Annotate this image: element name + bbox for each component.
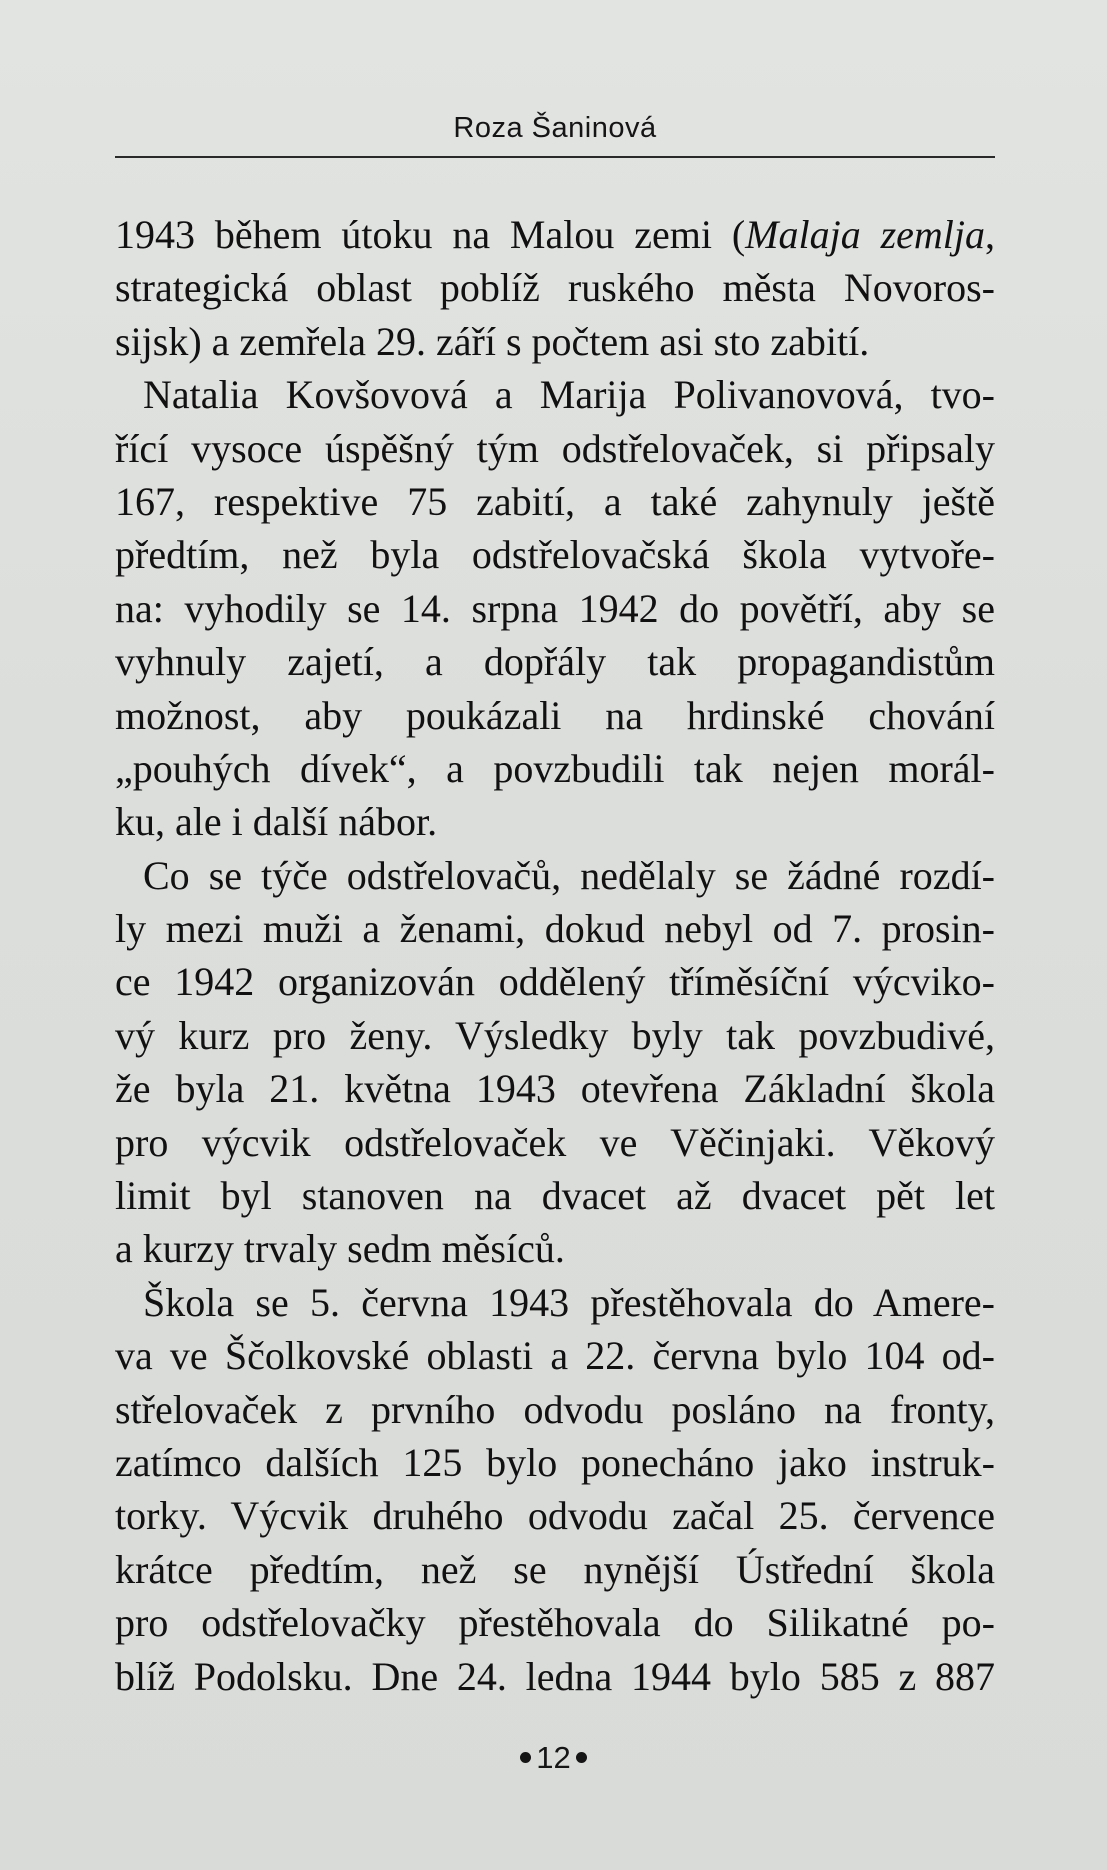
text-line: vyhnuly zajetí, a dopřály tak propagandistům [115, 639, 995, 685]
text-line: předtím, než byla odstřelovačská škola vytvoře- [115, 532, 995, 578]
text-line: ly mezi muži a ženami, dokud nebyl od 7. prosin- [115, 906, 995, 952]
text-line: va ve Ščolkovské oblasti a 22. června bylo 104 od- [115, 1333, 995, 1379]
paragraph-4 [115, 1276, 995, 1703]
text-line: pro výcvik odstřelovaček ve Věčinjaki. Věkový [115, 1119, 995, 1165]
text-line: limit byl stanoven na dvacet až dvacet pět let [115, 1173, 995, 1219]
text-line: pro odstřelovačky přestěhovala do Silikatné po- [115, 1600, 995, 1646]
text-line: blíž Podolsku. Dne 24. ledna 1944 bylo 585 z 887 [115, 1653, 995, 1699]
text-line: na: vyhodily se 14. srpna 1942 do povětří, aby se [115, 585, 995, 631]
bullet-icon [520, 1752, 531, 1763]
text-line: střelovaček z prvního odvodu posláno na fronty, [115, 1386, 995, 1432]
text-line: ce 1942 organizován oddělený tříměsíční výcviko- [115, 959, 995, 1005]
text-line: strategická oblast poblíž ruského města Novoros- [115, 265, 995, 311]
text-line: 167, respektive 75 zabití, a také zahynuly ještě [115, 478, 995, 524]
header-rule [115, 156, 995, 158]
text-line: sijsk) a zemřela 29. září s počtem asi sto zabití. [115, 318, 870, 364]
text-line: Natalia Kovšovová a Marija Polivanovová, tvo- [143, 372, 995, 418]
paragraph-3 [115, 849, 995, 1276]
text-line: řící vysoce úspěšný tým odstřelovaček, si připsaly [115, 425, 995, 471]
text-line: 1943 během útoku na Malou zemi (Malaja zemlja, [115, 212, 995, 257]
bullet-icon [576, 1752, 587, 1763]
page-number-value: 12 [536, 1740, 571, 1775]
text-line: torky. Výcvik druhého odvodu začal 25. července [115, 1493, 995, 1539]
text-line: ku, ale i další nábor. [115, 799, 438, 845]
text-line: „pouhých dívek“, a povzbudili tak nejen morál- [115, 745, 995, 791]
text-line: vý kurz pro ženy. Výsledky byly tak povzbudivé, [115, 1012, 995, 1058]
page-number [0, 1740, 1107, 1776]
paragraph-2 [115, 368, 995, 849]
paragraph-1 [115, 208, 995, 368]
text-line: možnost, aby poukázali na hrdinské chování [115, 692, 995, 738]
text-line: zatímco dalších 125 bylo ponecháno jako instruk- [115, 1439, 995, 1485]
text-line: Škola se 5. června 1943 přestěhovala do Amere- [143, 1279, 995, 1325]
italic-term: Malaja zemlja [745, 212, 985, 257]
text-line: a kurzy trvaly sedm měsíců. [115, 1226, 565, 1272]
body-text [115, 208, 995, 1703]
text-line: že byla 21. května 1943 otevřena Základní škola [115, 1066, 995, 1112]
text-line: Co se týče odstřelovačů, nedělaly se žádné rozdí- [143, 852, 995, 898]
text-line: krátce předtím, než se nynější Ústřední škola [115, 1546, 995, 1592]
running-head-title: Roza Šaninová [453, 112, 657, 144]
